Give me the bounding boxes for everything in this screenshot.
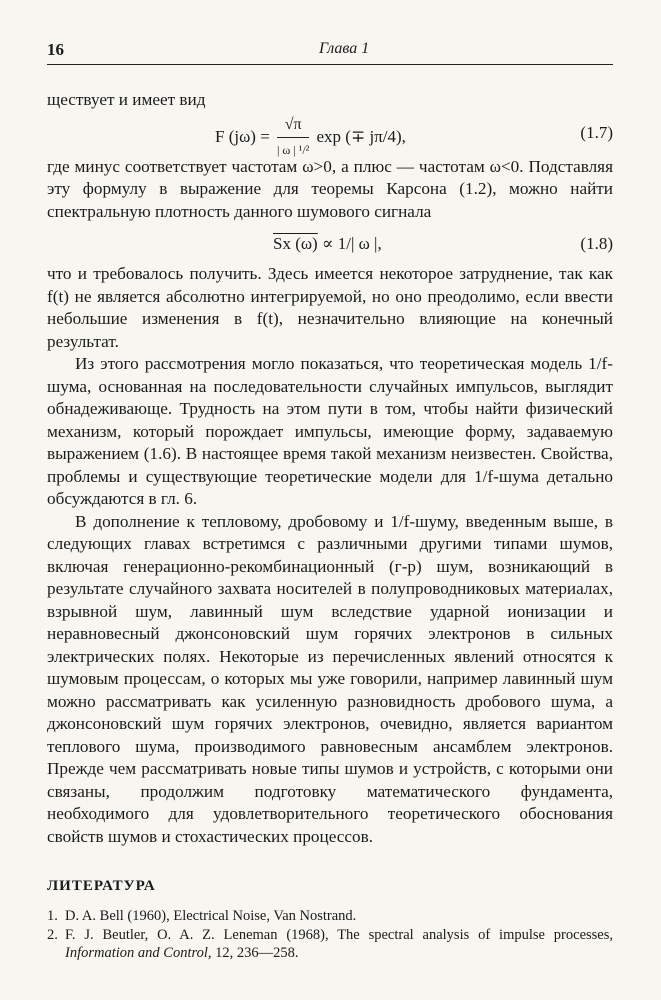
equation-1-8 [47, 223, 613, 263]
reference-number: 1. [47, 908, 58, 924]
running-head: Глава 1 [319, 40, 370, 57]
equation-number: (1.7) [580, 122, 613, 142]
equation-1-7 [47, 112, 613, 156]
reference-number: 2. [47, 927, 58, 943]
references-title: ЛИТЕРАТУРА [47, 878, 156, 894]
reference-text: D. A. Bell (1960), Electrical Noise, Van Nostrand. [65, 908, 357, 924]
paragraph: что и требовалось получить. Здесь имеется некоторое затруднение, так как f(t) не является абсолютно интегрируемой, но оно преодолимо, если ввести небольшие изменения в f(t), незначительно влияющие на конечный результат. [47, 264, 613, 351]
paragraph: Из этого рассмотрения могло показаться, что теоретическая модель 1/f-шума, основанная на последовательности случайных импульсов, выглядит обнадеживающе. Трудность на этом пути в том, чтобы найти физический механизм, который порождает импульсы, имеющие форму, задаваемую выражением (1.6). В настоящее время такой механизм неизвестен. Свойства, проблемы и существующие теоретические модели для 1/f-шума детально обсуждаются в гл. 6. [47, 354, 613, 508]
equation-body [215, 114, 406, 162]
body-text [47, 89, 613, 848]
reference-text: F. J. Beutler, O. A. Z. Leneman (1968), The spectral analysis of impulse processes, [65, 927, 613, 943]
paragraph-continuation: ществует и имеет вид [47, 90, 206, 109]
equation-lhs: Sx (ω) [273, 234, 318, 253]
fraction-denominator: | ω | ¹/² [277, 143, 310, 157]
fraction-numerator: √π [277, 114, 309, 139]
reference-item [47, 926, 613, 962]
reference-item [47, 907, 613, 925]
equation-body [273, 233, 382, 256]
reference-volume: 12, 236—258. [215, 945, 299, 961]
equation-number: (1.8) [580, 234, 613, 253]
equation-rhs: exp (∓ jπ/4), [316, 126, 406, 146]
paragraph: В дополнение к тепловому, дробовому и 1/f-шуму, введенным выше, в следующих главах встретимся с различными другими типами шумов, включая генерационно-рекомбинационный (г-р) шум, возникающий в результате случайного захвата носителей в полупроводниковых материалах, взрывной шум, лавинный шум вследствие ударной ионизации и неравновесный джонсоновский шум горячих электронов в сильных электрических полях. Некоторые из перечисленных явлений относятся к шумовым процессам, о которых мы уже говорили, например лавинный шум можно рассматривать как усиленную разновидность дробового шума, а джонсоновский шум горячих электронов, очевидно, является вариантом теплового шума, производимого равновесным ансамблем электронов. Прежде чем рассматривать новые типы шумов и устройств, с которыми они связаны, продолжим подготовку математического фундамента, необходимого для удовлетворительного теоретического обоснования свойств шумов и стохастических процессов. [47, 511, 613, 846]
page-header [47, 38, 613, 65]
book-page [47, 38, 613, 963]
equation-rhs: ∝ 1/| ω |, [321, 234, 382, 253]
references-list [47, 907, 613, 962]
equation-lhs: F (jω) = [215, 126, 270, 146]
paragraph: где минус соответствует частотам ω>0, а плюс — частотам ω<0. Подставляя эту формулу в выражение для теоремы Карсона (1.2), можно найти спектральную плотность данного шумового сигнала [47, 156, 613, 221]
equation-fraction [277, 114, 309, 162]
page-number: 16 [47, 40, 64, 59]
reference-journal: Information and Control, [65, 945, 212, 961]
